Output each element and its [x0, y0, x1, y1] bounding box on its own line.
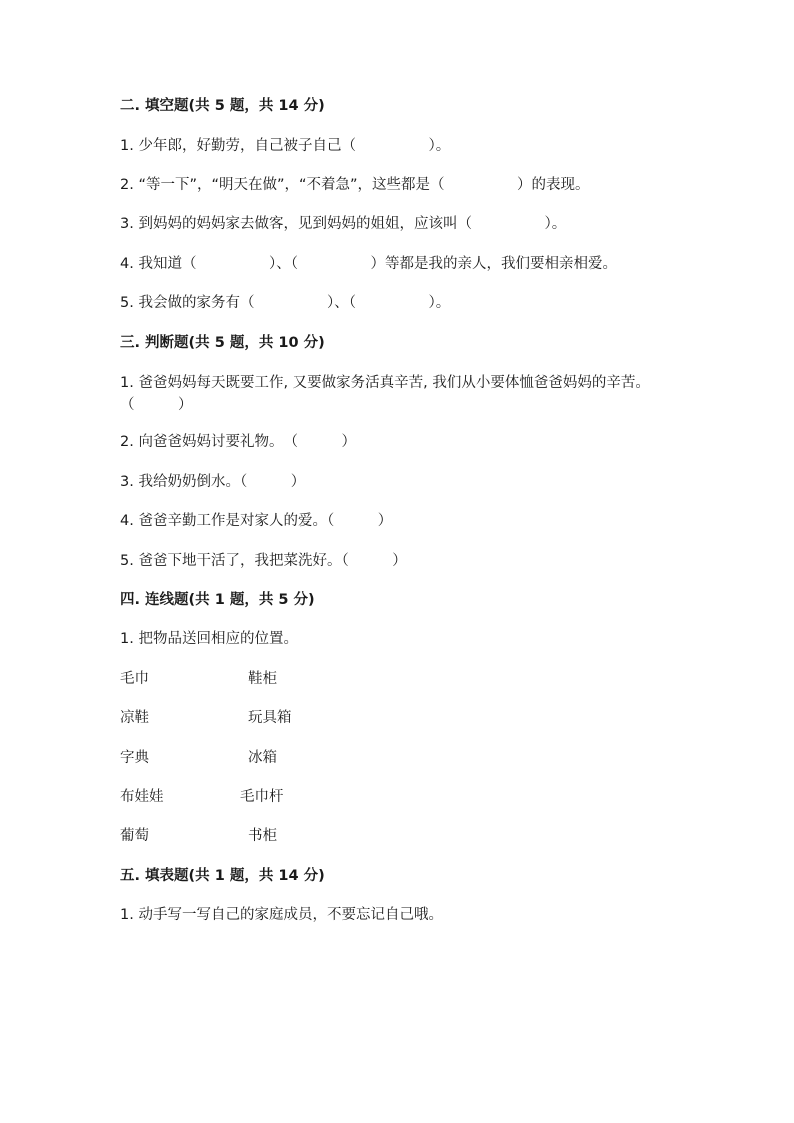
section-heading-true-false: 三. 判断题(共 5 题，共 10 分): [120, 335, 325, 351]
matching-left-item: 毛巾: [120, 671, 149, 687]
section-heading-fill-in: 二. 填空题(共 5 题，共 14 分): [120, 98, 325, 114]
question-item: 1. 把物品送回相应的位置。: [120, 631, 298, 647]
section-heading-fill-table: 五. 填表题(共 1 题，共 14 分): [120, 868, 325, 884]
section-heading-matching: 四. 连线题(共 1 题，共 5 分): [120, 592, 315, 608]
question-item: 2. 向爸爸妈妈讨要礼物。 （ ）: [120, 434, 356, 450]
question-item: 1. 动手写一写自己的家庭成员，不要忘记自己哦。: [120, 907, 443, 923]
matching-left-item: 字典: [120, 750, 149, 766]
matching-right-item: 冰箱: [248, 750, 277, 766]
matching-right-item: 毛巾杆: [240, 789, 284, 805]
question-item: 1. 爸爸妈妈每天既要工作, 又要做家务活真辛苦, 我们从小要体恤爸爸妈妈的辛苦。（ ）: [120, 375, 650, 413]
matching-right-item: 鞋柜: [248, 671, 277, 687]
question-item: 2. “等一下”，“明天在做”，“不着急”，这些都是（ ）的表现。: [120, 177, 590, 193]
question-item: 3. 到妈妈的妈妈家去做客，见到妈妈的姐姐，应该叫（ ）。: [120, 216, 567, 232]
question-item: 1. 少年郎，好勤劳，自己被子自己（ ）。: [120, 138, 451, 154]
matching-left-item: 葡萄: [120, 828, 149, 844]
question-item: 3. 我给奶奶倒水。（ ）: [120, 474, 306, 490]
question-item: 5. 我会做的家务有（ ）、（ ）。: [120, 295, 451, 311]
matching-right-item: 书柜: [248, 828, 277, 844]
question-item: 4. 爸爸辛勤工作是对家人的爱。（ ）: [120, 513, 393, 529]
matching-left-item: 布娃娃: [120, 789, 164, 805]
matching-left-item: 凉鞋: [120, 710, 149, 726]
question-item: 5. 爸爸下地干活了，我把菜洗好。（ ）: [120, 553, 407, 569]
matching-right-item: 玩具箱: [248, 710, 292, 726]
question-item: 4. 我知道（ ）、（ ）等都是我的亲人，我们要相亲相爱。: [120, 256, 617, 272]
